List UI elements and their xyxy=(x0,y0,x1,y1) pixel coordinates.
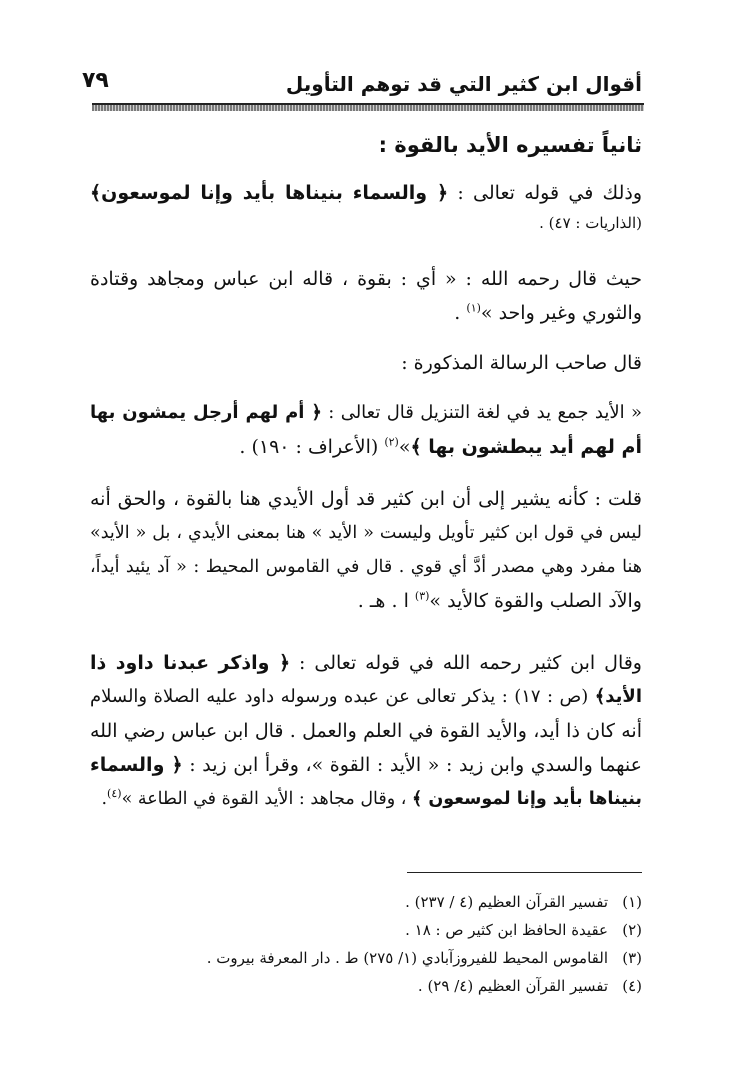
footnote-3-text: القاموس المحيط للفيروزآبادي (١/ ٢٧٥) ط . دار المعرفة بيروت . xyxy=(206,949,608,967)
footnote-2-number: (٢) xyxy=(622,921,642,939)
paragraph-6-line-1 xyxy=(90,646,642,680)
footnote-2 xyxy=(90,916,642,944)
verse-citation-araf: (الأعراف : ١٩٠) . xyxy=(239,436,385,458)
paragraph-6-text-4: عنهما والسدي وابن زيد : « الأيد : القوة »، وقرأ ابن زيد : xyxy=(182,754,643,776)
footnote-2-text: عقيدة الحافظ ابن كثير ص : ١٨ . xyxy=(405,921,608,939)
paragraph-1-text: وذلك في قوله تعالى : xyxy=(448,182,642,204)
footnote-4-text: تفسير القرآن العظيم (٤/ ٢٩) . xyxy=(417,977,608,995)
paragraph-6-text-2: (ص : ١٧) : يذكر تعالى عن عبده ورسوله داود عليه الصلاة والسلام xyxy=(90,686,595,707)
quote-close: » xyxy=(398,436,411,458)
paragraph-2-text: والثوري وغير واحد » xyxy=(480,302,642,324)
footnote-1-number: (١) xyxy=(622,893,642,911)
footnote-4-number: (٤) xyxy=(622,977,642,995)
paragraph-1 xyxy=(90,176,642,236)
paragraph-6-line-3: أنه كان ذا أيد، والأيد القوة في العلم والعمل . قال ابن عباس رضي الله xyxy=(90,720,642,742)
paragraph-6-line-2 xyxy=(90,680,642,714)
paragraph-5-end: ا . هـ . xyxy=(357,590,415,612)
paragraph-2-line-1: حيث قال رحمه الله : « أي : بقوة ، قاله ابن عباس ومجاهد وقتادة xyxy=(90,268,642,290)
paragraph-6-line-5 xyxy=(90,782,642,816)
paragraph-6 xyxy=(90,646,642,816)
running-header-title: أقوال ابن كثير التي قد توهم التأويل xyxy=(285,72,642,96)
paragraph-4-line-2 xyxy=(90,430,642,464)
footnote-3 xyxy=(90,944,642,972)
page-number: ٧٩ xyxy=(82,68,109,93)
paragraph-6-text-5: ، وقال مجاهد : الأيد القوة في الطاعة » xyxy=(121,789,412,809)
paragraph-5-line-1: قلت : كأنه يشير إلى أن ابن كثير قد أول الأيدي هنا بالقوة ، والحق أنه xyxy=(90,488,642,510)
header-divider xyxy=(92,103,644,111)
paragraph-4-line-1 xyxy=(90,396,642,430)
section-heading: ثانياً تفسيره الأيد بالقوة : xyxy=(378,133,642,157)
section-heading-block xyxy=(90,128,642,162)
paragraph-5-line-2: ليس في قول ابن كثير تأويل وليست « الأيد » هنا بمعنى الأيدي ، بل « الأيد» xyxy=(90,523,642,543)
quran-verse-38-17-end: الأيد﴾ xyxy=(594,686,642,707)
quran-verse-51-47: ﴿ والسماء بنيناها بأيد وإنا لموسعون﴾ xyxy=(90,182,449,204)
paragraph-1-line-1 xyxy=(90,176,642,210)
verse-citation: (الذاريات : ٤٧) . xyxy=(539,214,642,232)
paragraph-5-text: والآد الصلب والقوة كالأيد » xyxy=(429,590,642,612)
footnotes xyxy=(90,888,642,1000)
paragraph-4-text: « الأيد جمع يد في لغة التنزيل قال تعالى : xyxy=(321,402,642,423)
paragraph-5 xyxy=(90,482,642,618)
paragraph-2-end: . xyxy=(454,302,467,324)
paragraph-2-line-2 xyxy=(90,296,642,330)
paragraph-6-end: . xyxy=(101,789,108,809)
footnote-1 xyxy=(90,888,642,916)
quran-verse-7-195-end: أم لهم أيد يبطشون بها ﴾ xyxy=(410,436,642,458)
paragraph-6-text: وقال ابن كثير رحمه الله في قوله تعالى : xyxy=(290,652,642,674)
paragraph-3-line-1: قال صاحب الرسالة المذكورة : xyxy=(401,352,642,374)
paragraph-4 xyxy=(90,396,642,464)
quran-verse-38-17-start: ﴿ واذكر عبدنا داود ذا xyxy=(90,652,291,674)
footnote-1-text: تفسير القرآن العظيم (٤ / ٢٣٧) . xyxy=(405,893,608,911)
paragraph-5-line-4 xyxy=(90,584,642,618)
footnote-ref-2: (٢) xyxy=(384,435,399,449)
paragraph-2 xyxy=(90,262,642,330)
footnote-ref-1: (١) xyxy=(466,301,481,315)
footnote-4 xyxy=(90,972,642,1000)
footnote-ref-3: (٣) xyxy=(414,589,430,603)
paragraph-6-line-4 xyxy=(90,748,642,782)
quran-verse-51-47-repeat-start: ﴿ والسماء xyxy=(90,754,183,776)
quran-verse-51-47-repeat-end: بنيناها بأيد وإنا لموسعون ﴾ xyxy=(411,789,642,809)
paragraph-5-line-3: هنا مفرد وهي مصدر أدَّ أي قوي . قال في القاموس المحيط : « آد يئيد أيداً، xyxy=(90,557,642,577)
footnote-divider xyxy=(407,872,642,873)
footnote-3-number: (٣) xyxy=(622,949,642,967)
footnote-ref-4: (٤) xyxy=(107,787,122,801)
paragraph-3 xyxy=(90,346,642,380)
quran-verse-7-195-start: ﴿ أم لهم أرجل يمشون بها xyxy=(90,402,322,423)
